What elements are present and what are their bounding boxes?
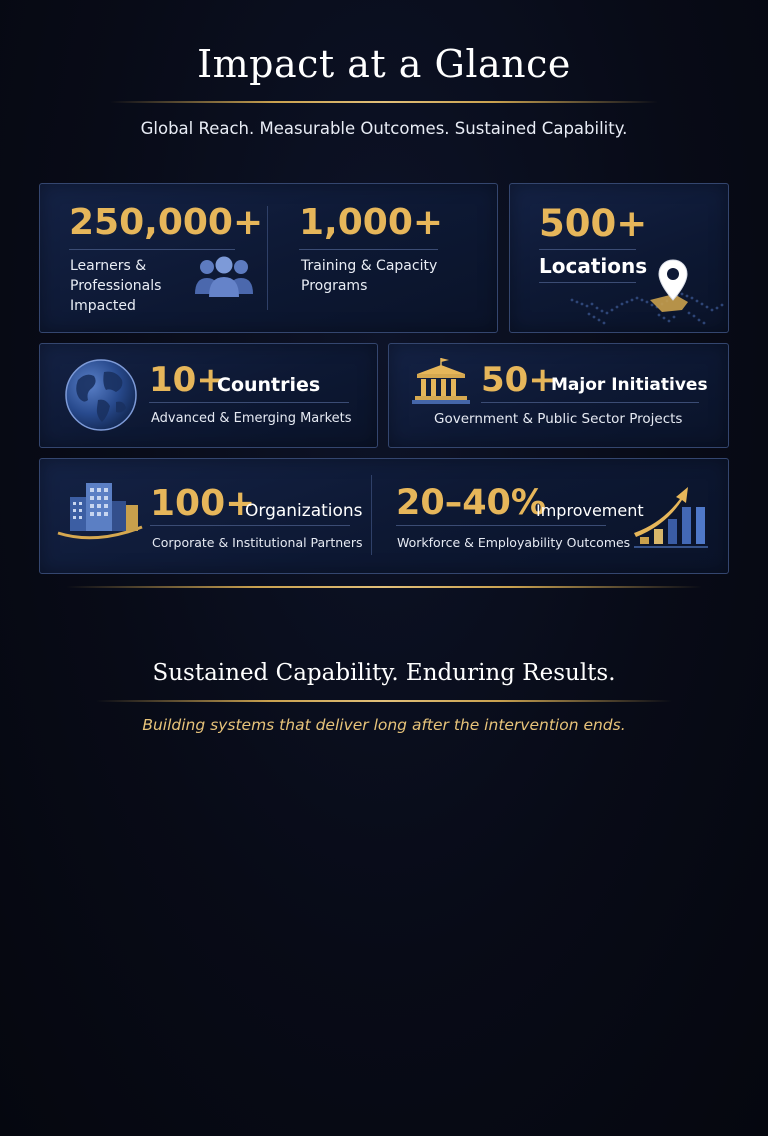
government-building-icon — [411, 356, 471, 406]
programs-label-1: Training & Capacity — [301, 258, 438, 274]
people-icon — [193, 256, 255, 298]
world-map-icon — [564, 280, 728, 332]
improvement-description: Workforce & Employability Outcomes — [397, 535, 631, 550]
page-subtitle: Global Reach. Measurable Outcomes. Sustained Capability. — [140, 119, 628, 138]
organizations-description: Corporate & Institutional Partners — [152, 535, 363, 550]
locations-divider — [539, 249, 636, 250]
stat-card-learners-programs — [39, 183, 498, 333]
globe-icon — [64, 358, 138, 432]
growth-chart-icon — [628, 479, 710, 551]
stat-card-organizations-improvement — [39, 458, 729, 574]
locations-value: 500+ — [539, 202, 648, 245]
card-separator — [267, 206, 268, 310]
learners-divider — [69, 249, 235, 250]
programs-divider — [299, 249, 438, 250]
learners-label-1: Learners & — [70, 258, 147, 274]
initiatives-divider — [481, 402, 699, 403]
locations-divider-2 — [539, 282, 636, 283]
stat-card-locations — [509, 183, 729, 333]
programs-value: 1,000+ — [299, 202, 444, 243]
learners-label-3: Impacted — [70, 298, 136, 314]
countries-label: Countries — [217, 374, 321, 396]
card-separator-2 — [371, 475, 372, 555]
title-divider — [110, 101, 658, 103]
footer-title: Sustained Capability. Enduring Results. — [152, 660, 616, 686]
learners-label-2: Professionals — [70, 278, 162, 294]
countries-divider — [149, 402, 349, 403]
improvement-value: 20–40% — [396, 483, 546, 523]
organizations-label: Organizations — [245, 501, 363, 521]
initiatives-description: Government & Public Sector Projects — [434, 411, 683, 427]
organizations-divider — [150, 525, 350, 526]
map-pin-icon — [657, 258, 689, 302]
organizations-value: 100+ — [150, 483, 256, 524]
section-divider — [66, 586, 702, 588]
initiatives-value: 50+ — [481, 360, 557, 400]
countries-description: Advanced & Emerging Markets — [151, 411, 352, 426]
improvement-divider — [396, 525, 606, 526]
improvement-label: Improvement — [536, 501, 644, 520]
stat-card-initiatives — [388, 343, 729, 448]
footer-divider — [96, 700, 672, 702]
page-title: Impact at a Glance — [197, 42, 571, 86]
learners-value: 250,000+ — [69, 202, 264, 243]
footer-tagline: Building systems that deliver long after the intervention ends. — [142, 716, 626, 734]
locations-label: Locations — [539, 254, 648, 278]
stat-card-countries — [39, 343, 378, 448]
office-building-icon — [56, 479, 144, 541]
programs-label-2: Programs — [301, 278, 368, 294]
countries-value: 10+ — [149, 360, 225, 400]
initiatives-label: Major Initiatives — [551, 375, 708, 395]
